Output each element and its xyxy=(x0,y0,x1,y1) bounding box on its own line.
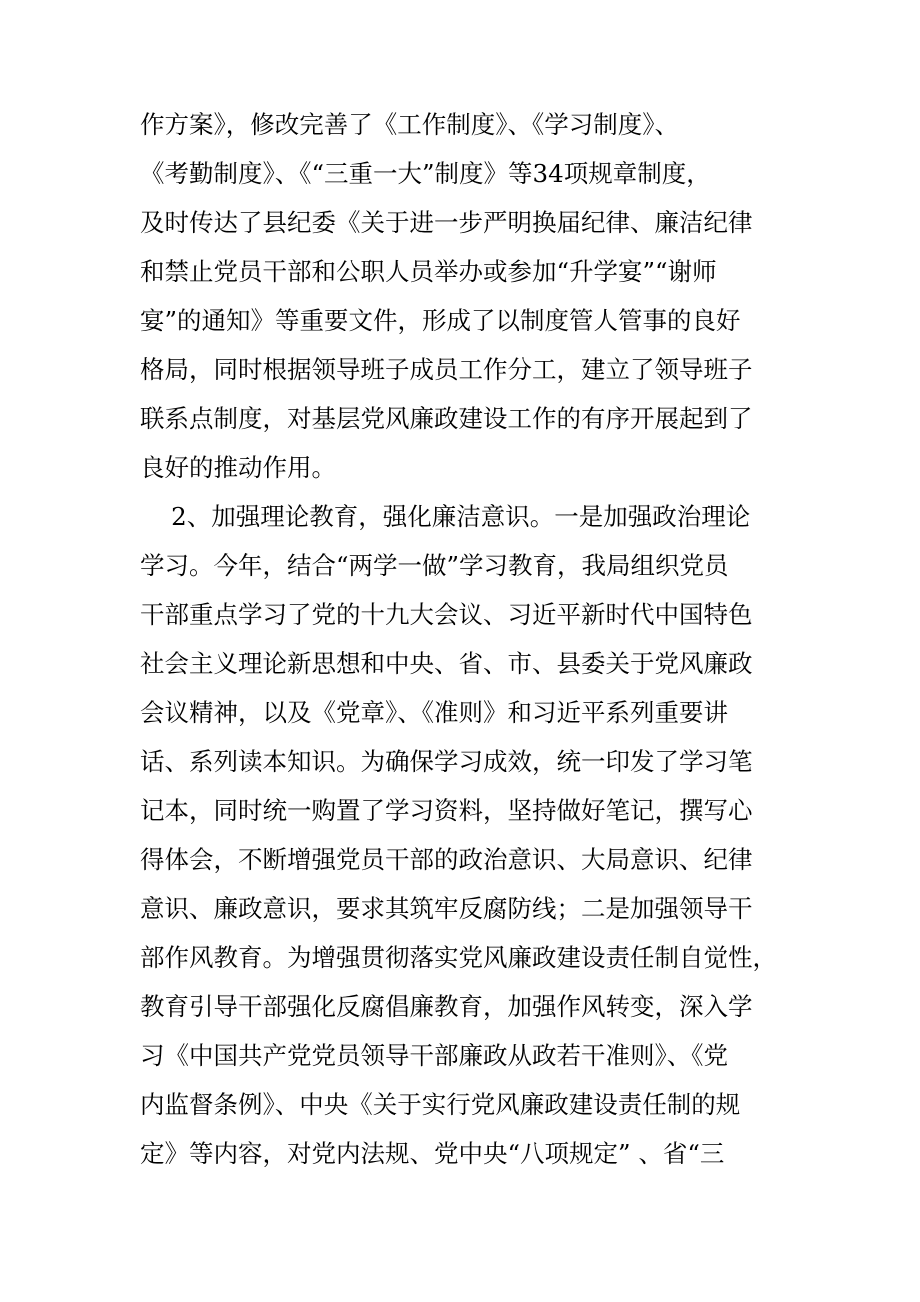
text-line: 《考勤制度》、《“三重一大”制度》等34项规章制度， xyxy=(140,159,711,188)
text-line: 格局，同时根据领导班子成员工作分工，建立了领导班子 xyxy=(140,355,753,384)
text-line: 宴”的通知》等重要文件，形成了以制度管人管事的良好 xyxy=(140,306,741,335)
text-line: 教育引导干部强化反腐倡廉教育，加强作风转变，深入学 xyxy=(140,992,753,1021)
text-line: 学习。今年，结合“两学一做”学习教育，我局组织党员 xyxy=(140,551,729,580)
text-line: 意识、廉政意识，要求其筑牢反腐防线；二是加强领导干 xyxy=(140,894,753,923)
text-line: 和禁止党员干部和公职人员举办或参加“升学宴”“谢师 xyxy=(140,257,717,286)
text-line: 话、系列读本知识。为确保学习成效，统一印发了学习笔 xyxy=(140,747,753,776)
text-line: 定》等内容，对党内法规、党中央“八项规定” 、省“三 xyxy=(140,1139,725,1168)
text-line: 记本，同时统一购置了学习资料，坚持做好笔记，撰写心 xyxy=(140,796,753,825)
text-line: 部作风教育。为增强贯彻落实党风廉政建设责任制自觉性， xyxy=(140,943,777,972)
text-line: 联系点制度，对基层党风廉政建设工作的有序开展起到了 xyxy=(140,404,753,433)
text-line: 2、加强理论教育，强化廉洁意识。一是加强政治理论 xyxy=(140,502,751,531)
body-text xyxy=(140,100,790,1178)
text-line: 得体会，不断增强党员干部的政治意识、大局意识、纪律 xyxy=(140,845,753,874)
text-line: 作方案》，修改完善了《工作制度》、《学习制度》、 xyxy=(140,110,679,139)
text-line: 干部重点学习了党的十九大会议、习近平新时代中国特色 xyxy=(140,600,753,629)
text-line: 习《中国共产党党员领导干部廉政从政若干准则》、《党 xyxy=(140,1041,728,1070)
text-line: 会议精神，以及《党章》、《准则》和习近平系列重要讲 xyxy=(140,698,728,727)
text-line: 内监督条例》、中央《关于实行党风廉政建设责任制的规 xyxy=(140,1090,741,1119)
text-line: 及时传达了县纪委《关于进一步严明换届纪律、廉洁纪律 xyxy=(140,208,753,237)
text-line: 社会主义理论新思想和中央、省、市、县委关于党风廉政 xyxy=(140,649,753,678)
text-line: 良好的推动作用。 xyxy=(140,453,336,482)
